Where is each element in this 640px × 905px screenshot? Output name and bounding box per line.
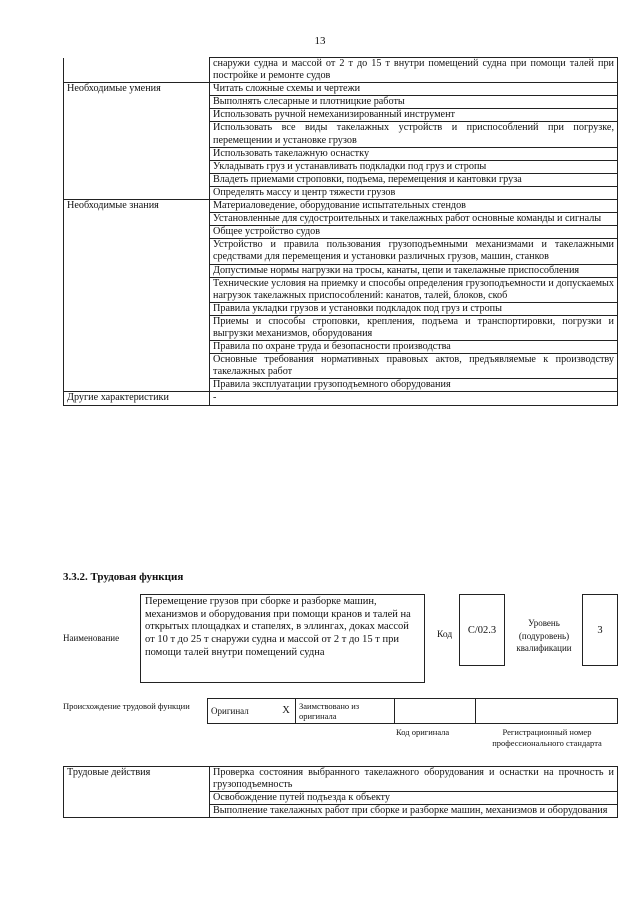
row-text: Технические условия на приемку и способы определения грузоподъемности и допускаемых нагрузок такелажных приспособлений: канатов, талей, блоков, скоб <box>210 277 618 302</box>
row-label <box>64 379 210 392</box>
code-value-box: С/02.3 <box>459 594 505 666</box>
row-text: Приемы и способы строповки, крепления, подъема и транспортировки, погрузки и выгрузки механизмов, оборудования <box>210 315 618 340</box>
row-label <box>64 354 210 379</box>
row-text: Освобождение путей подъезда к объекту <box>210 792 618 805</box>
table-row <box>64 186 618 199</box>
row-label <box>64 122 210 147</box>
row-label <box>64 173 210 186</box>
row-label <box>64 213 210 226</box>
table-row <box>64 200 618 213</box>
row-text: Читать сложные схемы и чертежи <box>210 83 618 96</box>
table-row <box>64 147 618 160</box>
function-name-box: Перемещение грузов при сборке и разборке машин, механизмов и оборудования при помощи кранов и талей на открытых площадках и стапелях, в эллингах, доках массой от 10 т до 25 т снаружи судна и массой от 2 т до 15 т при помощи талей внутри помещений судна <box>140 594 425 683</box>
row-text: Допустимые нормы нагрузки на тросы, канаты, цепи и такелажные приспособления <box>210 264 618 277</box>
qualification-level-box: 3 <box>582 594 618 666</box>
page-number: 13 <box>314 35 326 47</box>
row-text: Использовать ручной немеханизированный инструмент <box>210 109 618 122</box>
table-row <box>64 226 618 239</box>
row-label <box>64 109 210 122</box>
row-text: Проверка состояния выбранного такелажного оборудования и оснастки на прочность и грузоподъемность <box>210 767 618 792</box>
table-row <box>64 392 618 405</box>
borrowed-label: Заимствовано из оригинала <box>296 699 395 724</box>
origin-table <box>207 698 618 724</box>
code-original-cell <box>395 699 476 724</box>
row-text: Правила укладки грузов и установки подкладок под груз и стропы <box>210 302 618 315</box>
table-row <box>64 58 618 83</box>
code-original-label: Код оригинала <box>396 727 450 737</box>
row-text: Укладывать груз и устанавливать подкладки под груз и стропы <box>210 160 618 173</box>
table-row <box>64 83 618 96</box>
row-text: Основные требования нормативных правовых актов, предъявляемые к производству такелажных работ <box>210 354 618 379</box>
reg-number-cell <box>476 699 618 724</box>
table-row <box>64 792 618 805</box>
table-row <box>64 277 618 302</box>
section-title: 3.3.2. Трудовая функция <box>63 571 184 583</box>
row-label <box>64 58 210 83</box>
original-mark: X <box>277 699 296 724</box>
row-text: Правила по охране труда и безопасности производства <box>210 341 618 354</box>
table-row <box>64 264 618 277</box>
row-text: Общее устройство судов <box>210 226 618 239</box>
row-text: снаружи судна и массой от 2 т до 15 т внутри помещений судна при помощи талей при постройке и ремонте судов <box>210 58 618 83</box>
reg-number-label: Регистрационный номер профессионального стандарта <box>492 727 602 748</box>
row-label <box>64 792 210 805</box>
row-text: Использовать все виды такелажных устройств и приспособлений при погрузке, перемещении и установке грузов <box>210 122 618 147</box>
table-row <box>64 239 618 264</box>
table-row <box>64 315 618 340</box>
table-row <box>64 354 618 379</box>
row-text: Устройство и правила пользования грузоподъемными механизмами и такелажными средствами для перемещения и установки различных грузов, машин, станков <box>210 239 618 264</box>
code-label: Код <box>437 630 453 640</box>
table-row <box>64 302 618 315</box>
table-row <box>64 341 618 354</box>
table-row <box>64 213 618 226</box>
row-text: Выполнять слесарные и плотницкие работы <box>210 96 618 109</box>
origin-label: Происхождение трудовой функции <box>63 701 190 711</box>
row-label <box>64 264 210 277</box>
row-label <box>64 315 210 340</box>
row-text: Установленные для судостроительных и такелажных работ основные команды и сигналы <box>210 213 618 226</box>
row-label <box>64 805 210 818</box>
row-label <box>64 96 210 109</box>
row-label: Трудовые действия <box>64 767 210 792</box>
requirements-table <box>63 57 618 406</box>
row-label <box>64 147 210 160</box>
row-label <box>64 277 210 302</box>
table-row <box>64 805 618 818</box>
row-label: Другие характеристики <box>64 392 210 405</box>
table-row <box>64 767 618 792</box>
row-text: - <box>210 392 618 405</box>
row-label: Необходимые умения <box>64 83 210 96</box>
original-label: Оригинал <box>208 699 278 724</box>
row-text: Определять массу и центр тяжести грузов <box>210 186 618 199</box>
table-row <box>64 379 618 392</box>
row-text: Использовать такелажную оснастку <box>210 147 618 160</box>
row-label <box>64 239 210 264</box>
actions-table <box>63 766 618 818</box>
table-row <box>64 160 618 173</box>
row-label: Необходимые знания <box>64 200 210 213</box>
table-row <box>64 122 618 147</box>
table-row <box>64 96 618 109</box>
row-text: Правила эксплуатации грузоподъемного оборудования <box>210 379 618 392</box>
row-label <box>64 302 210 315</box>
row-text: Владеть приемами строповки, подъема, перемещения и кантовки груза <box>210 173 618 186</box>
table-row <box>64 173 618 186</box>
row-text: Выполнение такелажных работ при сборке и разборке машин, механизмов и оборудования <box>210 805 618 818</box>
row-label <box>64 160 210 173</box>
row-text: Материаловедение, оборудование испытательных стендов <box>210 200 618 213</box>
row-label <box>64 186 210 199</box>
table-row <box>64 109 618 122</box>
qualification-level-label: Уровень (подуровень) квалификации <box>516 618 572 653</box>
row-label <box>64 341 210 354</box>
row-label <box>64 226 210 239</box>
name-label: Наименование <box>63 633 120 643</box>
